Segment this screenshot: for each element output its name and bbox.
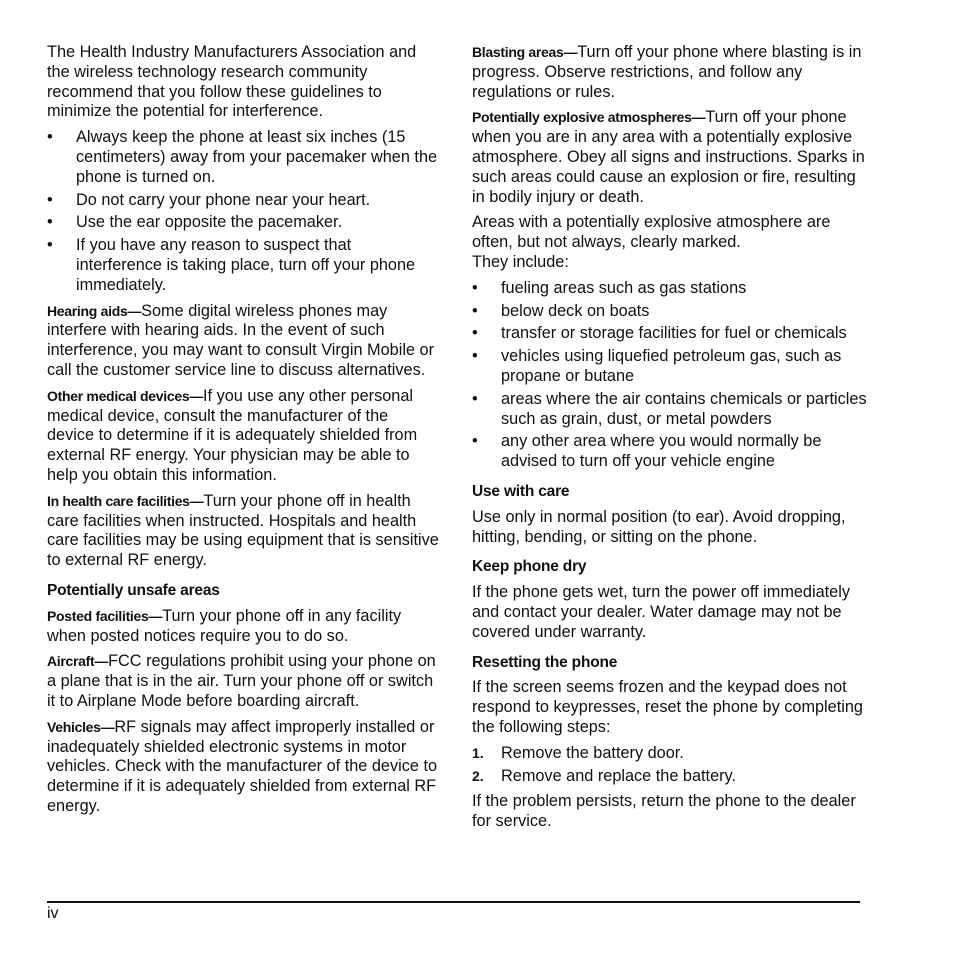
posted-facilities-paragraph: Posted facilities—Turn your phone off in any facility when posted notices require you to do so. (47, 606, 402, 645)
blasting-paragraph: Blasting areas—Turn off your phone where blasting is in progress. Observe restrictions, and follow any regulations or rules. (472, 43, 862, 101)
health-care-paragraph: In health care facilities—Turn your phone off in health care facilities when instructed. Hospitals and health care facilities may be using equipment that is sensitive to external RF energy. (47, 491, 439, 570)
keep-dry-paragraph: If the phone gets wet, turn the power off immediately and contact your dealer. Water damage may not be covered under warranty. (472, 583, 850, 641)
bullet-glyph: • (472, 301, 478, 320)
list-item: 1. Remove the battery door. (472, 743, 684, 762)
list-item: • If you have any reason to suspect that interference is taking place, turn off your phone immediately. (47, 236, 416, 294)
pacemaker-bullet-list (47, 128, 439, 295)
list-item: • below deck on boats (472, 301, 650, 320)
vehicles-lead: Vehicles— (47, 718, 115, 735)
bullet-glyph: • (47, 128, 53, 147)
bullet-glyph: • (472, 278, 478, 297)
footer-rule (47, 901, 860, 903)
left-column (47, 43, 439, 823)
list-item: • vehicles using liquefied petroleum gas, such as propane or butane (472, 347, 842, 385)
areas-bullet-list (472, 279, 867, 472)
aircraft-paragraph: Aircraft—FCC regulations prohibit using your phone on a plane that is in the air. Turn your phone off or switch it to Airplane Mode before boarding aircraft. (47, 652, 436, 710)
hearing-aids-paragraph: Hearing aids—Some digital wireless phones may interfere with hearing aids. In the event of such interference, you may want to consult Virgin Mobile or call the customer service line to discuss alternatives. (47, 301, 435, 379)
page-number: iv (47, 905, 59, 922)
use-with-care-paragraph: Use only in normal position (to ear). Avoid dropping, hitting, bending, or sitting on the phone. (472, 507, 846, 546)
list-item: • fueling areas such as gas stations (472, 278, 747, 297)
areas-intro-paragraph: Areas with a potentially explosive atmosphere are often, but not always, clearly marked. They include: (472, 213, 831, 271)
bullet-glyph: • (472, 432, 478, 451)
list-item: • transfer or storage facilities for fuel or chemicals (472, 324, 847, 343)
list-item: • any other area where you would normally be advised to turn off your vehicle engine (472, 432, 822, 471)
bullet-glyph: • (47, 213, 53, 232)
other-medical-paragraph: Other medical devices—If you use any other personal medical device, consult the manufacturer of the device to determine if it is adequately shielded from external RF energy. Your physician may be able to help you obtain this information. (47, 386, 418, 484)
reset-steps-list (472, 744, 867, 787)
other-medical-lead: Other medical devices— (47, 387, 204, 404)
keep-dry-heading: Keep phone dry (472, 558, 587, 576)
resetting-paragraph: If the screen seems frozen and the keypad does not respond to keypresses, reset the phone by completing the following steps: (472, 678, 863, 736)
right-column (472, 43, 867, 838)
bullet-glyph: • (472, 347, 478, 366)
resetting-heading: Resetting the phone (472, 653, 618, 671)
list-item: • Do not carry your phone near your heart. (47, 190, 371, 209)
bullet-glyph: • (472, 389, 478, 408)
list-item: • areas where the air contains chemicals or particles such as grain, dust, or metal powders (472, 389, 867, 428)
hearing-aids-lead: Hearing aids— (47, 302, 142, 319)
posted-facilities-lead: Posted facilities— (47, 607, 163, 624)
list-item: 2. Remove and replace the battery. (472, 766, 737, 785)
persists-paragraph: If the problem persists, return the phone to the dealer for service. (472, 792, 856, 831)
health-care-lead: In health care facilities— (47, 492, 204, 509)
explosive-paragraph: Potentially explosive atmospheres—Turn off your phone when you are in any area with a potentially explosive atmosphere. Obey all signs and instructions. Sparks in such areas could cause an explosion or fire, resulting in bodily injury or death. (472, 108, 865, 206)
step-number: 2. (472, 767, 484, 784)
bullet-glyph: • (47, 236, 53, 255)
bullet-glyph: • (47, 190, 53, 209)
bullet-glyph: • (472, 324, 478, 343)
list-item: • Always keep the phone at least six inches (15 centimeters) away from your pacemaker when the phone is turned on. (47, 128, 438, 186)
step-number: 1. (472, 744, 484, 761)
intro-paragraph: The Health Industry Manufacturers Association and the wireless technology research community recommend that you follow these guidelines to minimize the potential for interference. (47, 43, 417, 121)
explosive-lead: Potentially explosive atmospheres— (472, 109, 706, 126)
list-item: • Use the ear opposite the pacemaker. (47, 213, 343, 232)
blasting-lead: Blasting areas— (472, 44, 578, 60)
vehicles-paragraph: Vehicles—RF signals may affect improperly installed or inadequately shielded electronic systems in motor vehicles. Check with the manufacturer of the device to determine if it is adequately shielded from external RF energy. (47, 717, 438, 815)
aircraft-lead: Aircraft— (47, 653, 109, 670)
use-with-care-heading: Use with care (472, 482, 570, 500)
unsafe-areas-heading: Potentially unsafe areas (47, 581, 220, 599)
